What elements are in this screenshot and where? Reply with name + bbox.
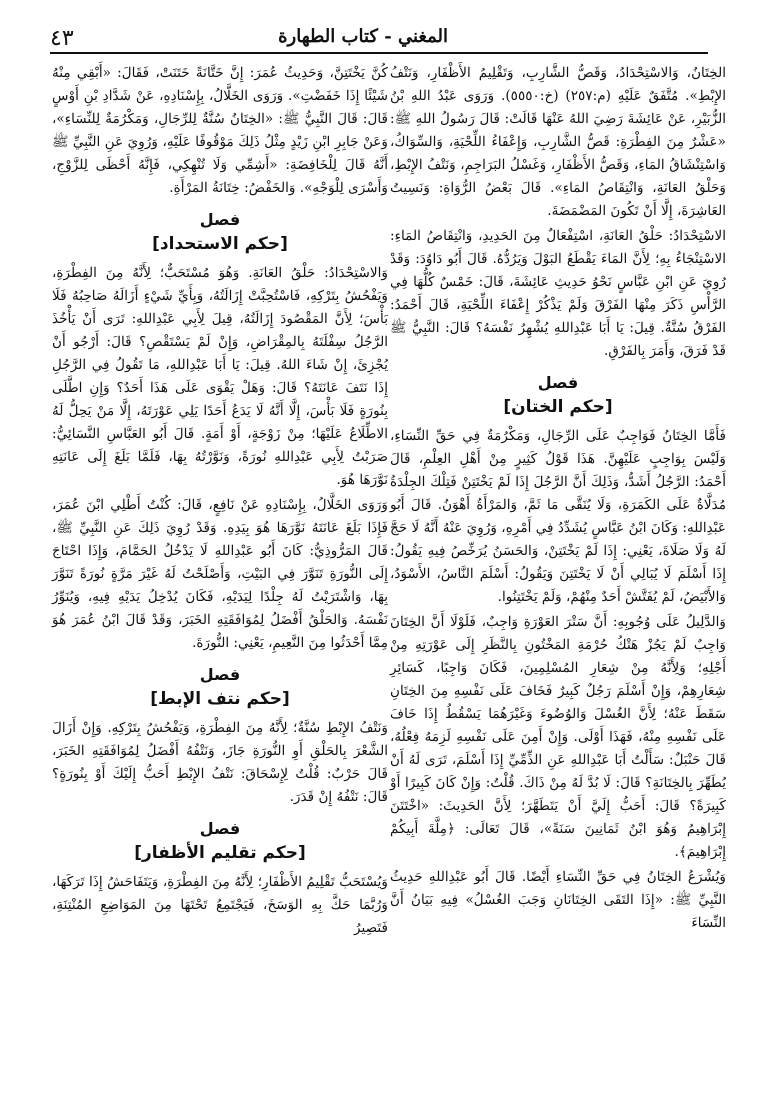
left-column: [52, 62, 388, 942]
page-number: ٤٣: [50, 26, 74, 51]
section-label: فصل: [199, 819, 241, 838]
section-heading: [حكم نتف الإبط]: [150, 689, 290, 709]
paragraph: الاسْتِحْدَادُ: حَلْقُ العَانَةِ، اسْتِفْعَالٌ مِنَ الحَدِيدِ، وَانْتِقَاصُ المَاءِ: الاسْتِنْجَاءُ بِهِ؛ لِأَنَّ المَاءَ يَقْطَعُ البَوْلَ وَيَرُدُّهُ. قَالَ أَبُو دَاوُدَ: وَقَدْ رُوِيَ عَنِ ابْنِ عَبَّاسٍ نَحْوُ حَدِيثِ عَائِشَةَ، قَالَ: خَمْسٌ كُلُّهَا فِي الرَّأْسِ ذَكَرَ مِنْهَا الفَرْقَ وَلَمْ يَذْكُرْ إِعْفَاءَ اللِّحْيَةِ، قَالَ أَحْمَدُ: الفَرْقُ سُنَّةٌ. قِيلَ: يَا أَبَا عَبْدِاللهِ يُشْهِرُ نَفْسَهُ؟ قَالَ: النَّبِيُّ ﷺ قَدْ فَرَقَ، وَأَمَرَ بِالفَرْقِ.: [390, 228, 726, 359]
section-label: فصل: [199, 665, 241, 684]
paragraph: فَأَمَّا الخِتَانُ فَوَاجِبٌ عَلَى الرِّجَالِ، وَمَكْرُمَةٌ فِي حَقِّ النِّسَاءِ، وَلَيْسَ بِوَاجِبٍ عَلَيْهِنَّ. هَذَا قَوْلُ كَثِيرٍ مِنْ أَهْلِ العِلْمِ، قَالَ أَحْمَدُ: الرَّجُلُ أَشَدُّ، وَذَلِكَ أَنَّ الرَّجُلَ إِذَا لَمْ يَخْتَتِنْ فَتِلْكَ الجِلْدَةُ مُدَلَّاةٌ عَلَى الكَمَرَةِ، وَلَا يُنَقَّى مَا ثَمَّ، وَالمَرْأَةُ أَهْوَنُ. قَالَ أَبُو عَبْدِاللهِ: وَكَانَ ابْنُ عَبَّاسٍ يُشَدِّدُ فِي أَمْرِهِ، وَرُوِيَ عَنْهُ أَنَّهُ لَا حَجَّ لَهُ وَلَا صَلَاةَ، يَعْنِي: إِذَا لَمْ يَخْتَتِنْ، وَالحَسَنُ يُرَخِّصُ فِيهِ يَقُولُ: إِذَا أَسْلَمَ لَا يُبَالِي أَنْ لَا يَخْتَتِنَ وَيَقُولُ: أَسْلَمَ النَّاسُ، الأَسْوَدُ، وَالأَبْيَضُ، لَمْ يُفَتَّشْ أَحَدٌ مِنْهُمْ، وَلَمْ يَخْتَتِنُوا.: [390, 428, 726, 605]
paragraph: وَالاسْتِحْدَادُ: حَلْقُ العَانَةِ. وَهُوَ مُسْتَحَبٌّ؛ لِأَنَّهُ مِنَ الفِطْرَةِ، وَيَفْحُشُ بِتَرْكِهِ، فَاسْتُحِبَّتْ إِزَالَتُهُ، وَبِأَيِّ شَيْءٍ أَزَالَهُ صَاحِبُهُ فَلَا بَأْسَ؛ لِأَنَّ المَقْصُودَ إِزَالَتُهُ، قِيلَ لِأَبِي عَبْدِاللهِ: تَرَى أَنْ يَأْخُذَ الرَّجُلُ سِفْلَتَهُ بِالمِقْرَاضِ، وَإِنْ لَمْ يَسْتَقْصِ؟ قَالَ: أَرْجُو أَنْ يُجْزِئَ، إِنْ شَاءَ اللهُ. قِيلَ: يَا أَبَا عَبْدِاللهِ، مَا تَقُولُ فِي الرَّجُلِ إِذَا نَتَفَ عَانَتَهُ؟ قَالَ: وَهَلْ يَقْوَى عَلَى هَذَا أَحَدٌ؟ وَإِنِ اطَّلَى بِنُورَةٍ فَلَا بَأْسَ، إِلَّا أَنَّهُ لَا يَدَعُ أَحَدًا يَلِي عَوْرَتَهُ، إِلَّا مَنْ يَحِلُّ لَهُ الاطِّلَاعُ عَلَيْهَا؛ مِنْ زَوْجَةٍ، أَوْ أَمَةٍ. قَالَ أَبُو العَبَّاسِ النَّسَائِيُّ: صَرَبْتُ لِأَبِي عَبْدِاللهِ نُورَةً، وَنَوَّرْتُهُ بِهَا، فَلَمَّا بَلَغَ إِلَى عَانَتِهِ نَوَّرَهَا هُوَ.: [52, 265, 388, 488]
section-label: فصل: [199, 210, 241, 229]
header-rule: [50, 52, 708, 54]
section-heading: [حكم الاستحداد]: [152, 234, 288, 254]
paragraph: وَنَتْفُ الإِبْطِ سُنَّةٌ؛ لِأَنَّهُ مِنَ الفِطْرَةِ، وَيَفْحُشُ بِتَرْكِهِ. وَإِنْ أَزَالَ الشَّعْرَ بِالحَلْقِ أَوِ النُّورَةِ جَازَ، وَنَتْفُهُ أَفْضَلُ لِمُوَافَقَتِهِ الخَبَرَ، قَالَ حَرْبٌ: قُلْتُ لِإِسْحَاقَ: نَتْفُ الإِبْطِ أَحَبُّ إِلَيْكَ أَوْ بِنُورَةٍ؟ قَالَ: نَتْفُهُ إِنْ قَدَرَ.: [52, 720, 388, 805]
paragraph: الخِتَانُ، وَالاسْتِحْدَادُ، وَقَصُّ الشَّارِبِ، وَتَقْلِيمُ الأَظْفَارِ، وَنَتْفُ الإِبْطِ». مُتَّفَقٌ عَلَيْهِ (م:٢٥٧) (خ:٥٥٥٠). وَرَوَى عَبْدُ اللهِ بْنُ الزُّبَيْرِ، عَنْ عَائِشَةَ رَضِيَ اللهُ عَنْهَا قَالَتْ: قَالَ رَسُولُ اللهِ ﷺ: «عَشْرٌ مِنَ الفِطْرَةِ: قَصُّ الشَّارِبِ، وَإِعْفَاءُ اللِّحْيَةِ، وَالسِّوَاكُ، وَاسْتِنْشَاقُ المَاءِ، وَقَصُّ الأَظْفَارِ، وَغَسْلُ البَرَاجِمِ، وَنَتْفُ الإِبْطِ، وَحَلْقُ العَانَةِ، وَانْتِقَاصُ المَاءِ». قَالَ بَعْضُ الرُّوَاةِ: وَنَسِيتُ العَاشِرَةَ، إِلَّا أَنْ تَكُونَ المَضْمَضَةَ.: [390, 65, 726, 219]
right-column: [390, 62, 726, 937]
section-heading: [حكم تقليم الأظفار]: [134, 843, 306, 863]
paragraph: وَالدَّلِيلُ عَلَى وُجُوبِهِ: أَنَّ سَتْرَ العَوْرَةِ وَاجِبٌ، فَلَوْلَا أَنَّ الخِتَانَ وَاجِبٌ لَمْ يَجُزْ هَتْكُ حُرْمَةِ المَخْتُونِ بِالنَّظَرِ إِلَى عَوْرَتِهِ مِنْ أَجْلِهِ؛ وَلِأَنَّهُ مِنْ شِعَارِ المُسْلِمِينَ، فَكَانَ وَاجِبًا، كَسَائِرِ شِعَارِهِمْ، وَإِنْ أَسْلَمَ رَجُلٌ كَبِيرٌ فَخَافَ عَلَى نَفْسِهِ مِنَ الخِتَانِ سَقَطَ عَنْهُ؛ لِأَنَّ الغُسْلَ وَالوُضُوءَ وَغَيْرَهُمَا يَسْقُطُ إِذَا خَافَ عَلَى نَفْسِهِ مِنْهُ، فَهَذَا أَوْلَى. وَإِنْ أَمِنَ عَلَى نَفْسِهِ لَزِمَهُ فِعْلُهُ، قَالَ حَنْبَلٌ: سَأَلْتُ أَبَا عَبْدِاللهِ عَنِ الذِّمِّيِّ إِذَا أَسْلَمَ، تَرَى لَهُ أَنْ يُطَهِّرَ بِالخِتَانَةِ؟ قَالَ: لَا بُدَّ لَهُ مِنْ ذَاكَ. قُلْتُ: وَإِنْ كَانَ كَبِيرًا أَوْ كَبِيرَةً؟ قَالَ: أَحَبُّ إِلَيَّ أَنْ يَتَطَهَّرَ؛ لِأَنَّ الحَدِيثَ: «اخْتَتَنَ إِبْرَاهِيمُ وَهُوَ ابْنُ ثَمَانِينَ سَنَةً»، قَالَ تَعَالَى: ﴿مِلَّةَ أَبِيكُمْ إِبْرَاهِيمَ﴾.: [390, 614, 726, 860]
paragraph: كُنَّ يَخْتَتِنَّ، وَحَدِيثُ عُمَرَ: إِنَّ خَتَّانَةً خَتَنَتْ، فَقَالَ: «أَبْقِي مِنْهُ شَيْئًا إِذَا خَفَضْتِ». وَرَوَى الخَلَّالُ، بِإِسْنَادِهِ، عَنْ شَدَّادِ بْنِ أَوْسٍ قَالَ: قَالَ النَّبِيُّ ﷺ: «الخِتَانُ سُنَّةٌ لِلرِّجَالِ، وَمَكْرُمَةٌ لِلنِّسَاءِ»، وَعَنْ جَابِرِ ابْنِ زَيْدٍ مِثْلُ ذَلِكَ مَوْقُوفًا عَلَيْهِ، وَرُوِيَ عَنِ النَّبِيِّ ﷺ أَنَّهُ قَالَ لِلْخَافِضَةِ: «أَشِمِّي وَلَا تُنْهِكِي، فَإِنَّهُ أَحْظَى لِلزَّوْجِ، وَأَسْرَى لِلْوَجْهِ». وَالخَفْضُ: خِتَانَةُ المَرْأَةِ.: [52, 65, 388, 196]
paragraph: وَرَوَى الخَلَّالُ، بِإِسْنَادِهِ عَنْ نَافِعٍ، قَالَ: كُنْتُ أَطْلِي ابْنَ عُمَرَ، فَإِذَا بَلَغَ عَانَتَهُ نَوَّرَهَا هُوَ بِيَدِهِ. وَقَدْ رُوِيَ ذَلِكَ عَنِ النَّبِيِّ ﷺ، قَالَ المَرُّوذِيُّ: كَانَ أَبُو عَبْدِاللهِ لَا يَدْخُلُ الحَمَّامَ، وَإِذَا احْتَاجَ إِلَى النُّورَةِ تَنَوَّرَ فِي البَيْتِ، وَأَصْلَحْتُ لَهُ غَيْرَ مَرَّةٍ نُورَةً تَنَوَّرَ بِهَا، وَاشْتَرَيْتُ لَهُ جِلْدًا لِيَدَيْهِ، فَكَانَ يُدْخِلُ يَدَيْهِ فِيهِ، وَيُنَوِّرُ نَفْسَهُ. وَالحَلْقُ أَفْضَلُ لِمُوَافَقَتِهِ الخَبَرَ، وَقَدْ قَالَ ابْنُ عُمَرَ هُوَ مِمَّا أَحْدَثُوا مِنَ النَّعِيمِ، يَعْنِي: النُّورَةَ.: [52, 497, 388, 651]
paragraph: وَيُشْرَعُ الخِتَانُ فِي حَقِّ النِّسَاءِ أَيْضًا. قَالَ أَبُو عَبْدِاللهِ حَدِيثُ النَّبِيِّ ﷺ: «إِذَا التَقَى الخِتَانَانِ وَجَبَ الغُسْلُ» فِيهِ بَيَانُ أَنَّ النِّسَاءَ: [390, 869, 726, 931]
running-title: المغني - كتاب الطهارة: [278, 26, 448, 47]
paragraph: وَيُسْتَحَبُّ تَقْلِيمُ الأَظْفَارِ؛ لِأَنَّهُ مِنَ الفِطْرَةِ، وَيَتَفَاحَشُ إِذَا تَرَكَهَا، وَرُبَّمَا حَكَّ بِهِ الوَسَخَ، فَيَجْتَمِعُ تَحْتَهَا مِنَ المَوَاضِعِ المُنْتِنَةِ، فَتَصِيرُ: [52, 874, 388, 936]
page-header: [50, 20, 708, 54]
section-label: فصل: [537, 373, 579, 392]
section-heading: [حكم الختان]: [503, 397, 613, 417]
